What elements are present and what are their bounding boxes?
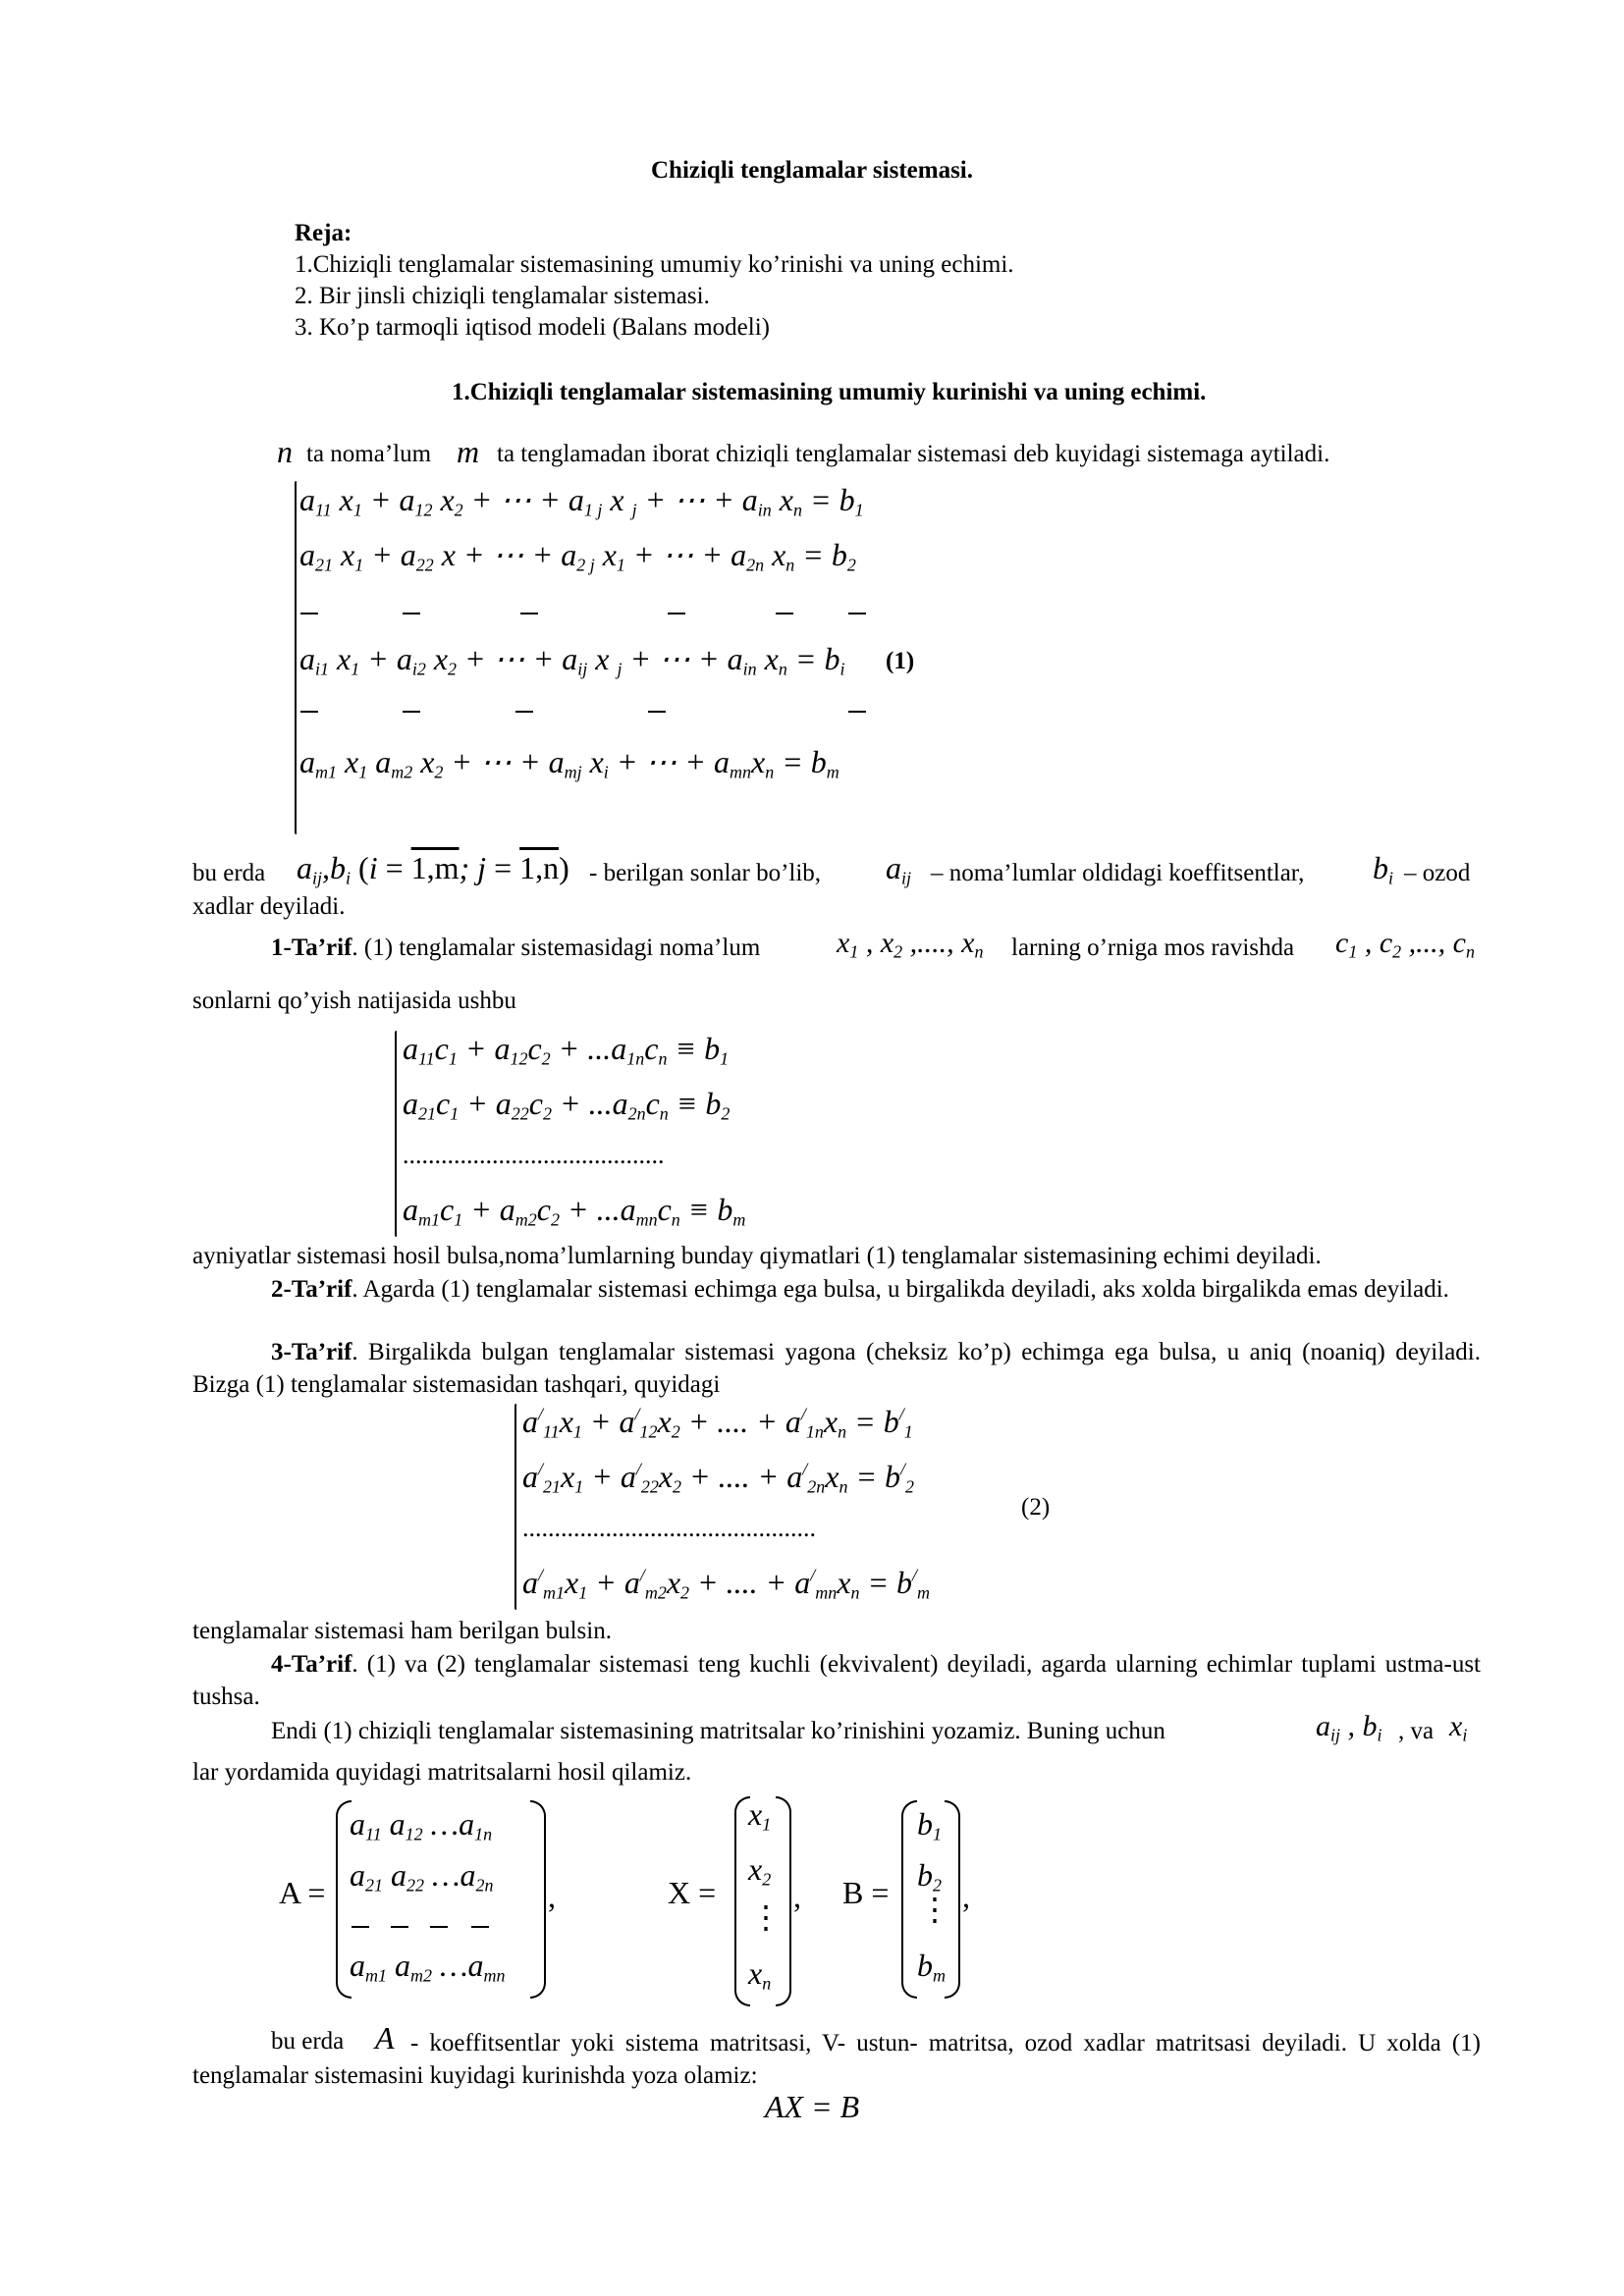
var-bi: $b_i$ xyxy=(1373,850,1394,888)
eq2-row2: $a^/_{21}x_1 + a^/_{22}x_2$ + .... + $a^/_{2n}x_n = b^/_2$ xyxy=(522,1459,915,1497)
reja-item-1: 1.Chiziqli tenglamalar sistemasining umumiy ko’rinishi va uning echimi. xyxy=(295,251,1014,278)
endi-text-3: lar yordamida quyidagi matritsalarni hosil qilamiz. xyxy=(192,1759,692,1786)
id-dots: ......................................... xyxy=(403,1141,665,1169)
eq2-dots: .............................................. xyxy=(522,1514,816,1542)
bu-erda-1: bu erda xyxy=(192,860,266,886)
bu-erda-4: – ozod xyxy=(1404,860,1471,886)
var-xi: $x_i$ xyxy=(1449,1710,1468,1745)
page-title: Chiziqli tenglamalar sistemasi. xyxy=(650,157,973,184)
var-x-list: $x_1$ , $x_2$ ,...., $x_n$ xyxy=(837,927,984,962)
eq2-row-m: $a^/_{m1}x_1 + a^/_{m2}x_2$ + .... + $a^/_{mn}x_n = b^/_m$ xyxy=(522,1565,931,1603)
id-row-m: $a_{m1}c_1 + a_{m2}c_2 + ...a_{mn}c_n \equiv b_m$ xyxy=(403,1192,746,1230)
final-text-2: - koeffitsentlar yoki sistema matritsasi, V- ustun- matritsa, ozod xadlar matritsasi deyiladi. U xolda (1) tenglamalar sistemasini kuyidagi kurinishda yoza olamiz: xyxy=(192,2030,1481,2089)
reja-item-3: 3. Ko’p tarmoqli iqtisod modeli (Balans modeli) xyxy=(295,314,770,341)
endi-text-1: Endi (1) chiziqli tenglamalar sistemasining matritsalar ko’rinishini yozamiz. Buning uchun xyxy=(271,1718,1165,1744)
eq1-row2: $a_{21}$ $x_1 + a_{22}$ x + ⋯ + $a_{2 j}$ $x_1$ + ⋯ + $a_{2n}$ $x_n = b_2$ xyxy=(299,537,856,575)
def1-label: 1-Ta’rif xyxy=(271,934,352,961)
var-n: n xyxy=(277,434,293,469)
def1-line: 1-Ta’rif. (1) tenglamalar sistemasidagi noma’lum xyxy=(271,934,761,961)
final-text-1: bu erda xyxy=(271,2028,345,2055)
def3-para: 3-Ta’rif. Birgalikda bulgan tenglamalar sistemasi yagona (cheksiz ko’p) echimga ega bulsa, u aniq (noaniq) deyiladi. Bizga (1) tenglamalar sistemasidan tashqari, quyidagi xyxy=(192,1339,1481,1398)
left-brace xyxy=(295,481,297,834)
bu-erda-3: – noma’lumlar oldidagi koeffitsentlar, xyxy=(931,860,1305,886)
def1-text-3: sonlarni qo’yish natijasida ushbu xyxy=(192,988,516,1014)
id-row1: $a_{11}c_1 + a_{12}c_2 + ...a_{1n}c_n \equiv b_1$ xyxy=(403,1031,730,1069)
def4-label: 4-Ta’rif xyxy=(271,1651,352,1678)
bu-erda-5: xadlar deyiladi. xyxy=(192,893,346,920)
intro-text-2: ta tenglamadan iborat chiziqli tenglamalar sistemasi deb kuyidagi sistemaga aytiladi. xyxy=(497,441,1330,467)
equation-label-2: (2) xyxy=(1021,1494,1051,1521)
var-m: m xyxy=(457,434,480,469)
after-sys2: tenglamalar sistemasi ham berilgan bulsin. xyxy=(192,1618,612,1644)
def1-text-2: larning o’rniga mos ravishda xyxy=(1011,934,1295,961)
endi-text-2: , va xyxy=(1398,1718,1435,1744)
var-aij: $a_{ij}$ xyxy=(886,850,912,888)
var-A: A xyxy=(375,2020,395,2056)
after-def1: ayniyatlar sistemasi hosil bulsa,noma’lumlarning bunday qiymatlari (1) tenglamalar sistemasining echimi deyiladi. xyxy=(192,1243,1322,1269)
intro-text-1: ta noma’lum xyxy=(306,441,432,467)
id-row2: $a_{21}c_1 + a_{22}c_2 + ...a_{2n}c_n \equiv b_2$ xyxy=(403,1086,731,1124)
def3-label: 3-Ta’rif xyxy=(271,1339,352,1365)
coef-range: $a_{ij},b_i$ (i = 1,m; j = 1,n) xyxy=(297,850,569,888)
eq1-row-i: $a_{i1}$ $x_1 + a_{i2}$ $x_2$ + ⋯ + $a_{ij}$ x $_j$ + ⋯ + $a_{in}$ $x_n = b_i$ xyxy=(299,641,845,679)
final-equation: AX = B xyxy=(764,2089,860,2124)
eq2-row1: $a^/_{11}x_1 + a^/_{12}x_2$ + .... + $a^/_{1n}x_n = b^/_1$ xyxy=(522,1404,913,1442)
def4-para: 4-Ta’rif. (1) va (2) tenglamalar sistemasi teng kuchli (ekvivalent) deyiladi, agarda ularning echimlar tuplami ustma-ust tushsa. xyxy=(192,1651,1481,1710)
def2-para: 2-Ta’rif. Agarda (1) tenglamalar sistemasi echimga ega bulsa, u birgalikda deyiladi, aks xolda birgalikda emas deyiladi. xyxy=(271,1276,1449,1303)
reja-item-2: 2. Bir jinsli chiziqli tenglamalar sistemasi. xyxy=(295,283,710,309)
reja-heading: Reja: xyxy=(295,220,352,246)
eq1-row-m: $a_{m1}$ $x_1$ $a_{m2}$ $x_2$ + ⋯ + $a_{mj}$ $x_i$ + ⋯ + $a_{mn}x_n = b_m$ xyxy=(299,744,839,782)
var-aij-bi: $a_{ij}$ , $b_i$ xyxy=(1316,1710,1382,1745)
eq1-row1: $a_{11}$ $x_1 + a_{12}$ $x_2$ + ⋯ + $a_{1 j}$ x $_j$ + ⋯ + $a_{in}$ $x_n = b_1$ xyxy=(299,482,864,520)
bu-erda-2: - berilgan sonlar bo’lib, xyxy=(589,860,822,886)
section-heading: 1.Chiziqli tenglamalar sistemasining umumiy kurinishi va uning echimi. xyxy=(452,379,1207,405)
equation-label-1: (1) xyxy=(886,648,915,674)
def2-label: 2-Ta’rif xyxy=(271,1276,352,1303)
var-c-list: $c_1$ , $c_2$ ,..., $c_n$ xyxy=(1335,927,1475,962)
